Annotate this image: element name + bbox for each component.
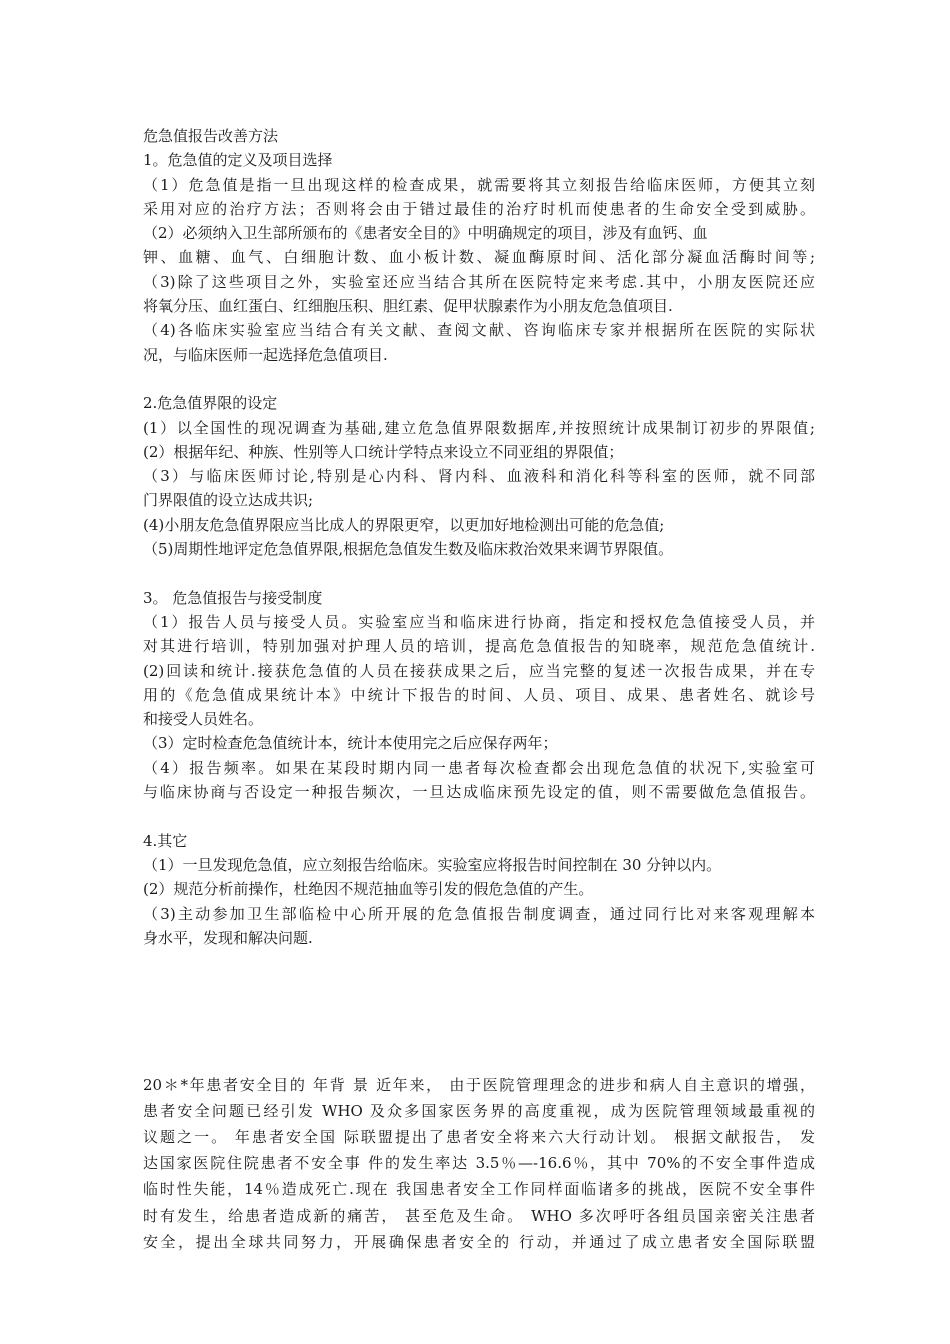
text-line: 将氧分压、血红蛋白、红细胞压积、胆红素、促甲状腺素作为小朋友危急值项目. [143,297,673,316]
section-heading: 2.危急值界限的设定 [143,394,278,413]
document-page [143,124,815,1255]
text-line: 况，与临床医师一起选择危急值项目. [143,345,388,364]
spacer [143,561,815,585]
section-1 [143,148,815,367]
text-line: 身水平，发现和解决问题. [143,928,313,947]
text-line: （3）与临床医师讨论,特别是心内科、肾内科、血液科和消化科等科室的医师，就不同部 [143,467,815,486]
patient-safety-paragraph [143,1072,815,1255]
text-line: 时有发生，给患者造成新的痛苦， 甚至危及生命。 WHO 多次呼吁各组员国亲密关注患者 [143,1206,815,1225]
section-4 [143,829,815,950]
document-title: 危急值报告改善方法 [143,127,279,145]
text-line: （3)除了这些项目之外，实验室还应当结合其所在医院特定来考虑.其中，小朋友医院还应 [143,272,815,291]
text-line: 议题之一。 年患者安全国 际联盟提出了患者安全将来六大行动计划。 根据文献报告， 发 [143,1127,815,1146]
text-line: 临时性失能，14％造成死亡.现在 我国患者安全工作同样面临诸多的挑战，医院不安全事件 [143,1180,815,1199]
text-line: （3）定时检查危急值统计本，统计本使用完之后应保存两年； [143,734,558,753]
text-line: （1）危急值是指一旦出现这样的检查成果，就需要将其立刻报告给临床医师，方便其立刻 [143,175,815,194]
text-line: (2）根据年纪、种族、性别等人口统计学特点来设立不同亚组的界限值； [143,442,624,461]
text-line: 门界限值的设立达成共识; [143,491,314,510]
spacer [143,950,815,1072]
text-line: （1）报告人员与接受人员。实验室应当和临床进行协商，指定和授权危急值接受人员，并 [143,612,815,631]
text-line: （4)各临床实验室应当结合有关文献、查阅文献、咨询临床专家并根据所在医院的实际状 [143,321,815,340]
spacer [143,804,815,828]
section-heading: 4.其它 [143,831,188,850]
text-line: 用的《危急值成果统计本》中统计下报告的时间、人员、项目、成果、患者姓名、就诊号 [143,685,815,704]
text-line: (1）以全国性的现况调查为基础,建立危急值界限数据库,并按照统计成果制订初步的界限值; [143,418,815,437]
text-line: (4)小朋友危急值界限应当比成人的界限更窄，以更加好地检测出可能的危急值; [143,515,665,534]
text-line: （2）必须纳入卫生部所颁布的《患者安全目的》中明确规定的项目，涉及有血钙、血 [143,224,708,243]
text-line: 与临床协商与否设定一种报告频次，一旦达成临床预先设定的值，则不需要做危急值报告。 [143,783,815,802]
text-line: 20＊*年患者安全目的 年背 景 近年来， 由于医院管理理念的进步和病人自主意识的增强， [143,1075,815,1094]
section-2 [143,391,815,561]
section-heading: 1。危急值的定义及项目选择 [143,151,333,170]
text-line: 达国家医院住院患者不安全事 件的发生率达 3.5％—-16.6％，其中 70%的不安全事件造成 [143,1154,815,1173]
text-line: (2）规范分析前操作，杜绝因不规范抽血等引发的假危急值的产生。 [143,880,594,899]
text-line: 和接受人员姓名。 [143,710,264,729]
text-line: （5)周期性地评定危急值界限,根据危急值发生数及临床救治效果来调节界限值。 [143,540,674,559]
section-3 [143,586,815,805]
text-line: 患者安全问题已经引发 WHO 及众多国家医务界的高度重视，成为医院管理领域最重视的 [143,1101,815,1120]
text-line: （1）一旦发现危急值，应立刻报告给临床。实验室应将报告时间控制在 30 分钟以内。 [143,855,722,874]
text-line: （3)主动参加卫生部临检中心所开展的危急值报告制度调查，通过同行比对来客观理解本 [143,904,815,923]
text-line: （4）报告频率。如果在某段时期内同一患者每次检查都会出现危急值的状况下,实验室可 [143,758,815,777]
text-line: 采用对应的治疗方法；否则将会由于错过最佳的治疗时机而使患者的生命安全受到威胁。 [143,199,815,218]
spacer [143,367,815,391]
text-line: (2)回读和统计.接获危急值的人员在接获成果之后，应当完整的复述一次报告成果，并在专 [143,661,815,680]
text-line: 对其进行培训，特别加强对护理人员的培训，提高危急值报告的知晓率，规范危急值统计. [143,637,815,656]
text-line: 钾、血糖、血气、白细胞计数、血小板计数、凝血酶原时间、活化部分凝血活酶时间等; [143,248,815,267]
text-line: 安全，提出全球共同努力，开展确保患者安全的 行动，并通过了成立患者安全国际联盟 [143,1232,815,1251]
section-heading: 3。 危急值报告与接受制度 [143,588,323,607]
